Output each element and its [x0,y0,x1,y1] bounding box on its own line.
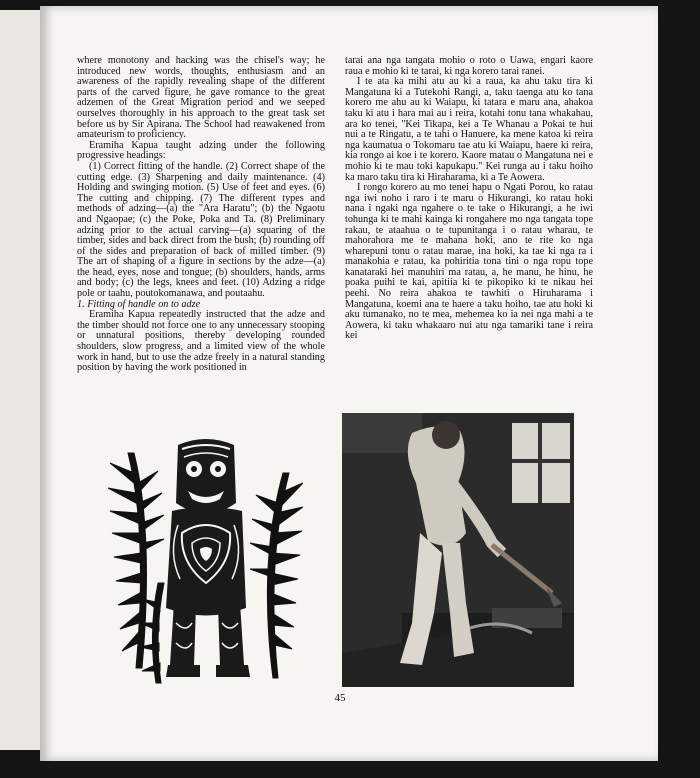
right-column [345,56,593,342]
adzing-photograph [342,413,574,687]
page-number: 45 [334,692,346,704]
carved-figure [166,439,250,677]
subheading-fitting-handle: 1. Fitting of handle on to adze [77,298,201,310]
left-paragraph-4: Eramiha Kapua repeatedly instructed that the adze and the timber should not force one to any unnecessary stooping or unnatural positions, thereby developing rounded shoulders, slow progress, and a limited view of the whole work in hand, but to use the adze freely in a natural standing position by having the work positioned in [77,309,325,374]
right-paragraph-2: I te ata ka mihi atu au ki a raua, ka ahu taku tira ki Mangatuna ki a Tutekohi Rangi, a, taku taenga atu ko tana korero me ahu au ki Waiapu, ki tatara e maru ana, ahakoa taku ki atu i hara mai au i reira, kotahi tonu tana whakahau, ara ko tenei, "Kei Tikapa, kei a Te Whanau a Pokai te hui nui a te Ringatu, a te tahi o Hanuere, ka mene katoa ki reira nga kaumatua o Tokomaru tae atu ki Waiapu, haere ki reira, kia rongo ai koe i te korero. Kaore matau o Mangatuna nei e mohio ki te mau toki kapukapu." Kei runga au i taku hoiho ka maro taku tira ki Hiraharama, ki a Te Aowera. [345,76,593,183]
right-paragraph-3: I rongo korero au mo tenei hapu o Ngati Porou, ko ratau nga iwi noho i raro i te maru o Hikurangi, ko ratau hoki nana i ngaki nga ngahere o te take o Hikurangi, a he iwi tohunga ki te mahi kainga ki rongahere mo nga tangata tope rakau, te ataahua o te tupunitanga i o ratau wharau, te mahorahora me te mahana hoki, ano te rite ko nga wharepuni tonu o ratau marae, ina hoki, ka tae ki nga ra i manakohia e ratau, ka pohiritia tona tini o nga ropu tope kanataraki hei manuhiri ma ratau, a, he manu, he hinu, he poaka puihi te kai, apitiia ki te pikopiko ki te nikau hei peehi. No reira ahakoa te tawhiti o Hiruharama i Mangatuna, koemi ana te haere a taku hoiho, tae atu hoki ki aku tumanako, no te mea, mehemea ko ia nei nga mahi a te Aowera, ki taku whakaaro nui atu nga tamariki tane i reira kei [345,182,593,342]
previous-page-edge [0,10,41,750]
left-column [77,56,325,374]
man-head [432,421,460,449]
left-paragraph-1: where monotony and hacking was the chisel's way; he introduced new words, thoughts, enthusiasm and an awareness of the rapidly revealing shape of the different parts of the carved figure, he gave romance to the great adzemen of the Great Migration period and we seeped ourselves thoroughly in his approach to the great task set before us by Sir Apirana. The School had reawakened from amateurism to proficiency. [77,55,325,141]
right-paragraph-1: tarai ana nga tangata mohio o roto o Uawa, engari kaore raua e mohio ki te tarai, ki nga korero tarai ranei. [345,55,593,77]
left-paragraph-2: Eramiha Kapua taught adzing under the following progressive headings: [77,139,325,162]
left-paragraph-3: (1) Correct fitting of the handle. (2) Correct shape of the cutting edge. (3) Sharpening and daily maintenance. (4) Holding and swinging motion. (5) Use of feet and eyes. (6) The cutting and chipping. (7) The different types and methods of adzing—(a) the "Ara Haratu"; (b) the Ngaotu and Ngaopae; (c) the Poke, Poka and Ta. (8) Preliminary adzing prior to the actual carving—(a) squaring of the timber, sides and back direct from the bush; (b) rounding off of the sides and preparation of back of milled timber. (9) The art of shaping of a figure in sections by the adze—(a) the head, eyes, nose and tongue; (b) shoulders, hands, arms and body; (c) the legs, knees and feet. (10) Adzing a ridge pole or taahu, poutokomanawa, and poutaahu. [77,160,325,300]
carving-illustration [108,433,303,688]
